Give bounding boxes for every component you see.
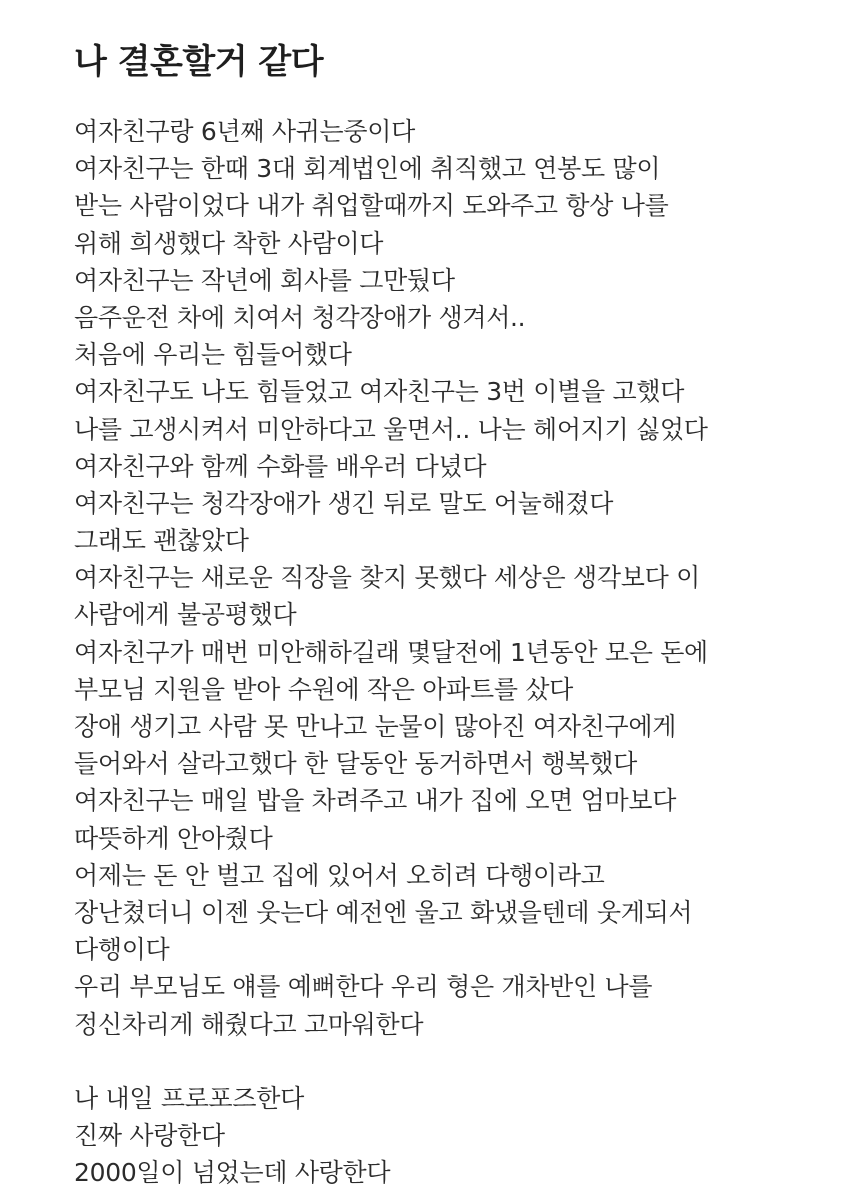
body-line: 진짜 사랑한다 (74, 1121, 225, 1151)
body-line: 음주운전 차에 치여서 청각장애가 생겨서.. (74, 302, 526, 332)
body-line: 다행이다 (74, 935, 170, 965)
body-line: 여자친구는 매일 밥을 차려주고 내가 집에 오면 엄마보다 (74, 786, 677, 816)
body-line: 여자친구도 나도 힘들었고 여자친구는 3번 이별을 고했다 (74, 377, 685, 407)
body-line: 여자친구는 새로운 직장을 찾지 못했다 세상은 생각보다 이 (74, 563, 700, 593)
body-line: 여자친구는 작년에 회사를 그만뒀다 (74, 265, 455, 295)
body-line: 장애 생기고 사람 못 만나고 눈물이 많아진 여자친구에게 (74, 712, 677, 741)
body-line: 장난쳤더니 이젠 웃는다 예전엔 울고 화냈을텐데 웃게되서 (74, 897, 693, 927)
post-container (74, 38, 844, 1191)
body-line: 따뜻하게 안아줬다 (74, 823, 273, 853)
body-line: 여자친구와 함께 수화를 배우러 다녔다 (74, 451, 487, 481)
body-line: 그래도 괜찮았다 (74, 526, 249, 556)
body-line: 나 내일 프로포즈한다 (74, 1083, 304, 1113)
body-line: 우리 부모님도 얘를 예뻐한다 우리 형은 개차반인 나를 (74, 972, 653, 1002)
body-line: 들어와서 살라고했다 한 달동안 동거하면서 행복했다 (74, 749, 637, 779)
body-line: 받는 사람이었다 내가 취업할때까지 도와주고 항상 나를 (74, 191, 669, 221)
post-title: 나 결혼할거 같다 (74, 42, 324, 82)
body-line: 여자친구랑 6년째 사귀는중이다 (74, 117, 415, 146)
body-line: 여자친구는 청각장애가 생긴 뒤로 말도 어눌해졌다 (74, 488, 614, 518)
body-line: 나를 고생시켜서 미안하다고 울면서.. 나는 헤어지기 싫었다 (74, 414, 708, 444)
body-line: 사람에게 불공평했다 (74, 600, 297, 630)
post-body (74, 113, 844, 1191)
blank-line (74, 1043, 844, 1080)
body-line: 여자친구는 한때 3대 회계법인에 취직했고 연봉도 많이 (74, 154, 661, 184)
body-line: 처음에 우리는 힘들어했다 (74, 340, 352, 370)
body-line: 위해 희생했다 착한 사람이다 (74, 228, 384, 258)
body-line: 여자친구가 매번 미안해하길래 몇달전에 1년동안 모은 돈에 (74, 637, 708, 667)
body-line: 2000일이 넘었는데 사랑한다 (74, 1158, 391, 1188)
body-line: 어제는 돈 안 벌고 집에 있어서 오히려 다행이라고 (74, 860, 605, 890)
body-line: 부모님 지원을 받아 수원에 작은 아파트를 샀다 (74, 674, 574, 704)
body-line: 정신차리게 해줬다고 고마워한다 (74, 1009, 424, 1039)
